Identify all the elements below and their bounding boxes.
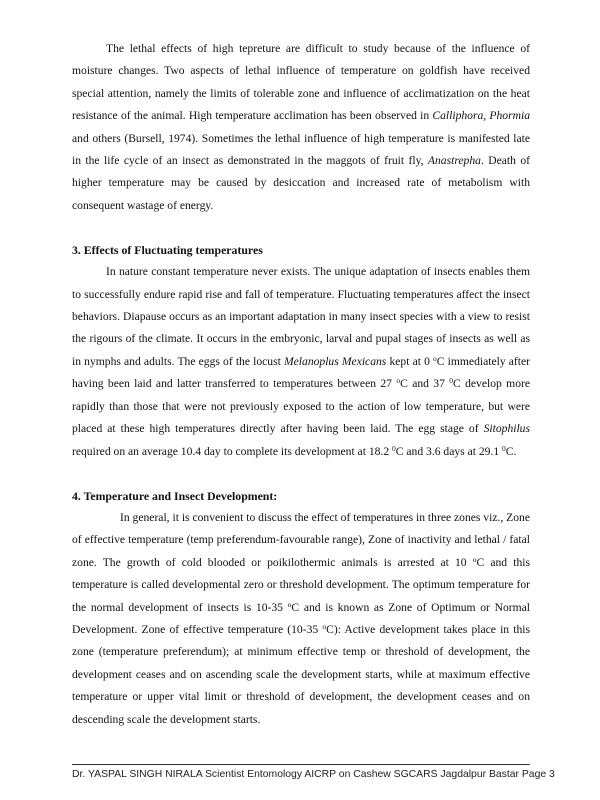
spacer <box>72 463 530 485</box>
degree-superscript: 0 <box>449 376 454 386</box>
text-run: C and 3.6 days at 29.1 <box>395 444 503 458</box>
paragraph-fluctuating <box>72 261 530 463</box>
text-run: C. <box>505 444 517 458</box>
text-run: kept at 0 <box>386 354 434 368</box>
page-footer: Dr. YASPAL SINGH NIRALA Scientist Entomology AICRP on Cashew SGCARS Jagdalpur Bastar Page 3 <box>72 769 555 780</box>
degree-superscript: o <box>433 353 437 363</box>
section-heading-fluctuating: 3. Effects of Fluctuating temperatures <box>72 243 263 258</box>
text-run: In general, it is convenient to discuss the effect of temperatures in three zones viz., Zone of effective temperature (temp preferendum-favourable range), Zone of inactivity and lethal / fatal zone. The growth of cold blooded or poikilothermic animals is arrested at 10 <box>72 510 530 569</box>
italic-species: Calliphora, Phormia <box>432 109 530 123</box>
degree-superscript: o <box>396 376 401 386</box>
text-run: In nature constant temperature never exists. The unique adaptation of insects enables them to successfully endure rapid rise and fall of temperature. Fluctuating temperatures affect the insect behaviors. Diapause occurs as an important adaptation in many insect species with a view to resist the rigours of the climate. It occurs in the embryonic, larval and pupal stages of insects as well as in nymphs and adults. The eggs of the locust <box>72 265 530 368</box>
text-run: and others (Bursell, 1974). Sometimes the lethal influence of high temperature is manifested late in the life cycle of an insect as demonstrated in the maggots of fruit fly, <box>72 131 530 168</box>
text-run: C develop more rapidly than those that were not previously exposed to the action of low temperature, but were placed at these high temperatures directly after having been laid. The egg stage of <box>72 377 530 436</box>
footer-divider <box>72 764 530 765</box>
text-run: . Death of higher temperature may be caused by desiccation and increased rate of metabolism with consequent wastage of energy. <box>72 154 530 212</box>
italic-species: Sitophilus <box>483 422 530 436</box>
text-run: C and 37 <box>400 377 450 391</box>
text-run: C): Active development takes place in this zone (temperature preferendum); at minimum effective temp or threshold of development, the development ceases and on ascending scale the development starts, while at maximum effective temperature or upper vital limit or threshold of development, the development ceases and on descending scale the development starts. <box>72 622 530 726</box>
text-run: C immediately after having been laid and latter transferred to temperatures between 27 <box>72 354 530 391</box>
spacer <box>72 217 530 239</box>
italic-species: Melanoplus Mexicans <box>284 354 387 368</box>
degree-superscript: 0 <box>392 443 396 453</box>
paragraph-development <box>72 507 530 731</box>
text-run: C and is known as Zone of Optimum or Normal Development. Zone of effective temperature (10-35 <box>72 600 530 636</box>
section-heading-development: 4. Temperature and Insect Development: <box>72 488 278 503</box>
text-run: required on an average 10.4 day to complete its development at 18.2 <box>72 444 393 458</box>
degree-superscript: 0 <box>502 443 506 453</box>
degree-superscript: o <box>472 554 477 564</box>
degree-superscript: o <box>322 621 327 631</box>
paragraph-lethal-effects <box>72 38 530 217</box>
text-run: The lethal effects of high tepreture are difficult to study because of the influence of moisture changes. Two aspects of lethal influence of temperature on goldfish have received special attention, namely the limits of tolerable zone and influence of acclimatization on the heat resistance of the animal. High temperature acclimation has been observed in <box>72 42 530 123</box>
text-run: C and this temperature is called developmental zero or threshold development. The optimum temperature for the normal development of insects is 10-35 <box>72 555 530 614</box>
page-body <box>72 38 530 731</box>
italic-species: Anastrepha <box>427 154 481 168</box>
degree-superscript: o <box>287 599 292 609</box>
